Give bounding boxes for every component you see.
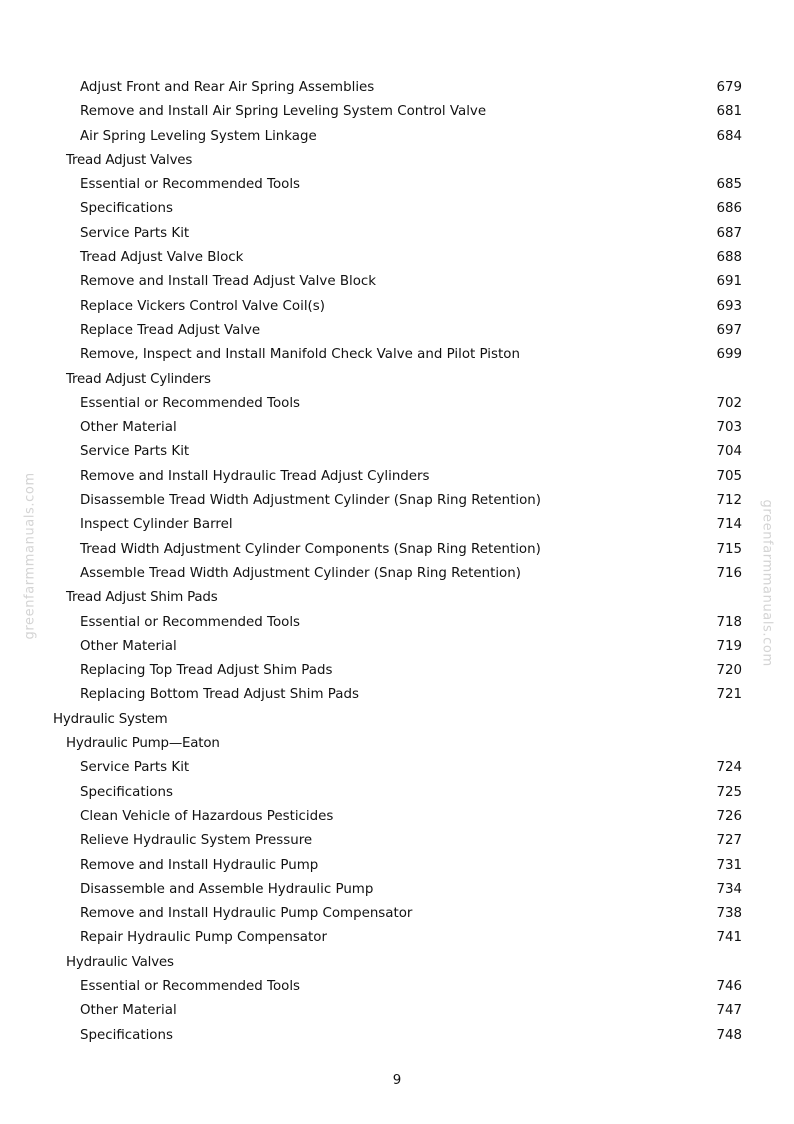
toc-subsection-heading[interactable] (0, 149, 794, 173)
toc-entry-title: Replacing Top Tread Adjust Shim Pads (80, 663, 333, 679)
toc-entry-page: 747 (716, 1003, 742, 1019)
toc-entry[interactable] (0, 659, 794, 683)
toc-entry-title: Remove and Install Hydraulic Pump (80, 857, 319, 873)
toc-section-heading[interactable] (0, 708, 794, 732)
toc-entry-title: Disassemble Tread Width Adjustment Cylinder (Snap Ring Retention) (80, 493, 542, 509)
toc-entry[interactable] (0, 246, 794, 270)
toc-entry-title: Other Material (80, 638, 177, 654)
toc-entry-page: 719 (716, 638, 742, 654)
toc-entry-page: 686 (716, 201, 742, 217)
toc-entry-title: Service Parts Kit (80, 444, 190, 460)
toc-entry-page: 712 (716, 493, 742, 509)
toc-entry[interactable] (0, 76, 794, 100)
toc-entry-title: Other Material (80, 420, 177, 436)
toc-entry-page: 702 (716, 395, 742, 411)
toc-entry-title: Remove and Install Hydraulic Pump Compensator (80, 906, 413, 922)
toc-entry-title: Relieve Hydraulic System Pressure (80, 833, 313, 849)
watermark-right: greenfarmmanuals.com (759, 499, 775, 667)
toc-entry-title: Replacing Bottom Tread Adjust Shim Pads (80, 687, 359, 703)
toc-entry-page: 724 (716, 760, 742, 776)
toc-entry[interactable] (0, 975, 794, 999)
toc-entry[interactable] (0, 854, 794, 878)
toc-entry[interactable] (0, 635, 794, 659)
toc-entry-page: 687 (716, 225, 742, 241)
toc-entry-title: Specifications (80, 1027, 173, 1043)
toc-entry[interactable] (0, 392, 794, 416)
toc-entry-title: Specifications (80, 201, 173, 217)
toc-entry-title: Assemble Tread Width Adjustment Cylinder (Snap Ring Retention) (80, 565, 521, 581)
toc-entry-title: Tread Adjust Valves (66, 152, 193, 168)
toc-entry[interactable] (0, 683, 794, 707)
toc-entry-title: Remove and Install Tread Adjust Valve Block (80, 274, 377, 290)
toc-entry-title: Service Parts Kit (80, 760, 190, 776)
toc-entry-title: Replace Tread Adjust Valve (80, 322, 261, 338)
toc-entry-title: Hydraulic Pump—Eaton (66, 736, 220, 752)
table-of-contents (0, 76, 794, 1048)
toc-entry[interactable] (0, 416, 794, 440)
toc-entry-page: 716 (716, 565, 742, 581)
toc-entry[interactable] (0, 829, 794, 853)
toc-entry-page: 725 (716, 784, 742, 800)
toc-entry-page: 684 (716, 128, 742, 144)
toc-entry[interactable] (0, 319, 794, 343)
toc-entry-title: Specifications (80, 784, 173, 800)
toc-entry[interactable] (0, 538, 794, 562)
toc-entry[interactable] (0, 270, 794, 294)
toc-entry-page: 727 (716, 833, 742, 849)
toc-entry[interactable] (0, 125, 794, 149)
toc-entry-title: Clean Vehicle of Hazardous Pesticides (80, 808, 334, 824)
toc-entry-page: 697 (716, 322, 742, 338)
toc-entry[interactable] (0, 222, 794, 246)
toc-entry[interactable] (0, 513, 794, 537)
toc-entry-page: 688 (716, 250, 742, 266)
toc-entry[interactable] (0, 999, 794, 1023)
toc-entry[interactable] (0, 343, 794, 367)
toc-entry-title: Service Parts Kit (80, 225, 190, 241)
toc-entry[interactable] (0, 878, 794, 902)
toc-entry-title: Adjust Front and Rear Air Spring Assemblies (80, 80, 375, 95)
toc-subsection-heading[interactable] (0, 586, 794, 610)
toc-entry-page: 703 (716, 420, 742, 436)
toc-entry-page: 721 (716, 687, 742, 703)
toc-entry[interactable] (0, 805, 794, 829)
toc-entry-page: 704 (716, 444, 742, 460)
toc-entry[interactable] (0, 562, 794, 586)
toc-entry-page: 731 (716, 857, 742, 873)
watermark-left: greenfarmmanuals.com (22, 472, 38, 640)
toc-entry[interactable] (0, 926, 794, 950)
toc-entry-page: 681 (716, 104, 742, 120)
toc-entry-title: Tread Adjust Shim Pads (66, 590, 218, 606)
toc-entry-page: 679 (716, 80, 742, 95)
toc-entry-page: 705 (716, 468, 742, 484)
toc-entry[interactable] (0, 295, 794, 319)
toc-entry[interactable] (0, 489, 794, 513)
toc-entry[interactable] (0, 902, 794, 926)
toc-entry-page: 738 (716, 906, 742, 922)
toc-subsection-heading[interactable] (0, 951, 794, 975)
toc-entry-title: Tread Width Adjustment Cylinder Components (Snap Ring Retention) (80, 541, 541, 557)
toc-entry-page: 715 (716, 541, 742, 557)
toc-entry-page: 720 (716, 663, 742, 679)
toc-entry[interactable] (0, 781, 794, 805)
toc-entry-page: 714 (716, 517, 742, 533)
toc-entry-title: Remove and Install Air Spring Leveling System Control Valve (80, 104, 487, 120)
toc-entry-page: 741 (716, 930, 742, 946)
toc-entry-title: Hydraulic Valves (66, 954, 174, 970)
toc-entry[interactable] (0, 197, 794, 221)
toc-entry-title: Essential or Recommended Tools (80, 177, 301, 193)
toc-entry-title: Tread Adjust Cylinders (66, 371, 211, 387)
toc-entry-title: Remove, Inspect and Install Manifold Check Valve and Pilot Piston (80, 347, 520, 363)
toc-entry-page: 691 (716, 274, 742, 290)
toc-entry-title: Tread Adjust Valve Block (80, 250, 244, 266)
toc-entry-page: 693 (716, 298, 742, 314)
toc-subsection-heading[interactable] (0, 368, 794, 392)
toc-entry[interactable] (0, 611, 794, 635)
toc-entry[interactable] (0, 100, 794, 124)
toc-entry-title: Essential or Recommended Tools (80, 614, 301, 630)
toc-entry[interactable] (0, 465, 794, 489)
toc-entry-title: Replace Vickers Control Valve Coil(s) (80, 298, 325, 314)
toc-entry-page: 726 (716, 808, 742, 824)
toc-entry-page: 699 (716, 347, 742, 363)
toc-entry-title: Hydraulic System (53, 711, 168, 727)
toc-entry-page: 685 (716, 177, 742, 193)
toc-entry-title: Other Material (80, 1003, 177, 1019)
toc-entry[interactable] (0, 756, 794, 780)
toc-entry-page: 746 (716, 978, 742, 994)
toc-entry-page: 748 (716, 1027, 742, 1043)
toc-subsection-heading[interactable] (0, 732, 794, 756)
toc-entry-title: Essential or Recommended Tools (80, 395, 301, 411)
toc-entry[interactable] (0, 1024, 794, 1048)
toc-entry-title: Essential or Recommended Tools (80, 978, 301, 994)
toc-entry-title: Repair Hydraulic Pump Compensator (80, 930, 327, 946)
toc-entry-title: Air Spring Leveling System Linkage (80, 128, 317, 144)
toc-entry-page: 718 (716, 614, 742, 630)
page-number: 9 (392, 1073, 402, 1088)
toc-entry-page: 734 (716, 881, 742, 897)
toc-entry-title: Inspect Cylinder Barrel (80, 517, 233, 533)
toc-entry-title: Disassemble and Assemble Hydraulic Pump (80, 881, 374, 897)
toc-entry[interactable] (0, 440, 794, 464)
toc-entry[interactable] (0, 173, 794, 197)
toc-entry-title: Remove and Install Hydraulic Tread Adjust Cylinders (80, 468, 430, 484)
